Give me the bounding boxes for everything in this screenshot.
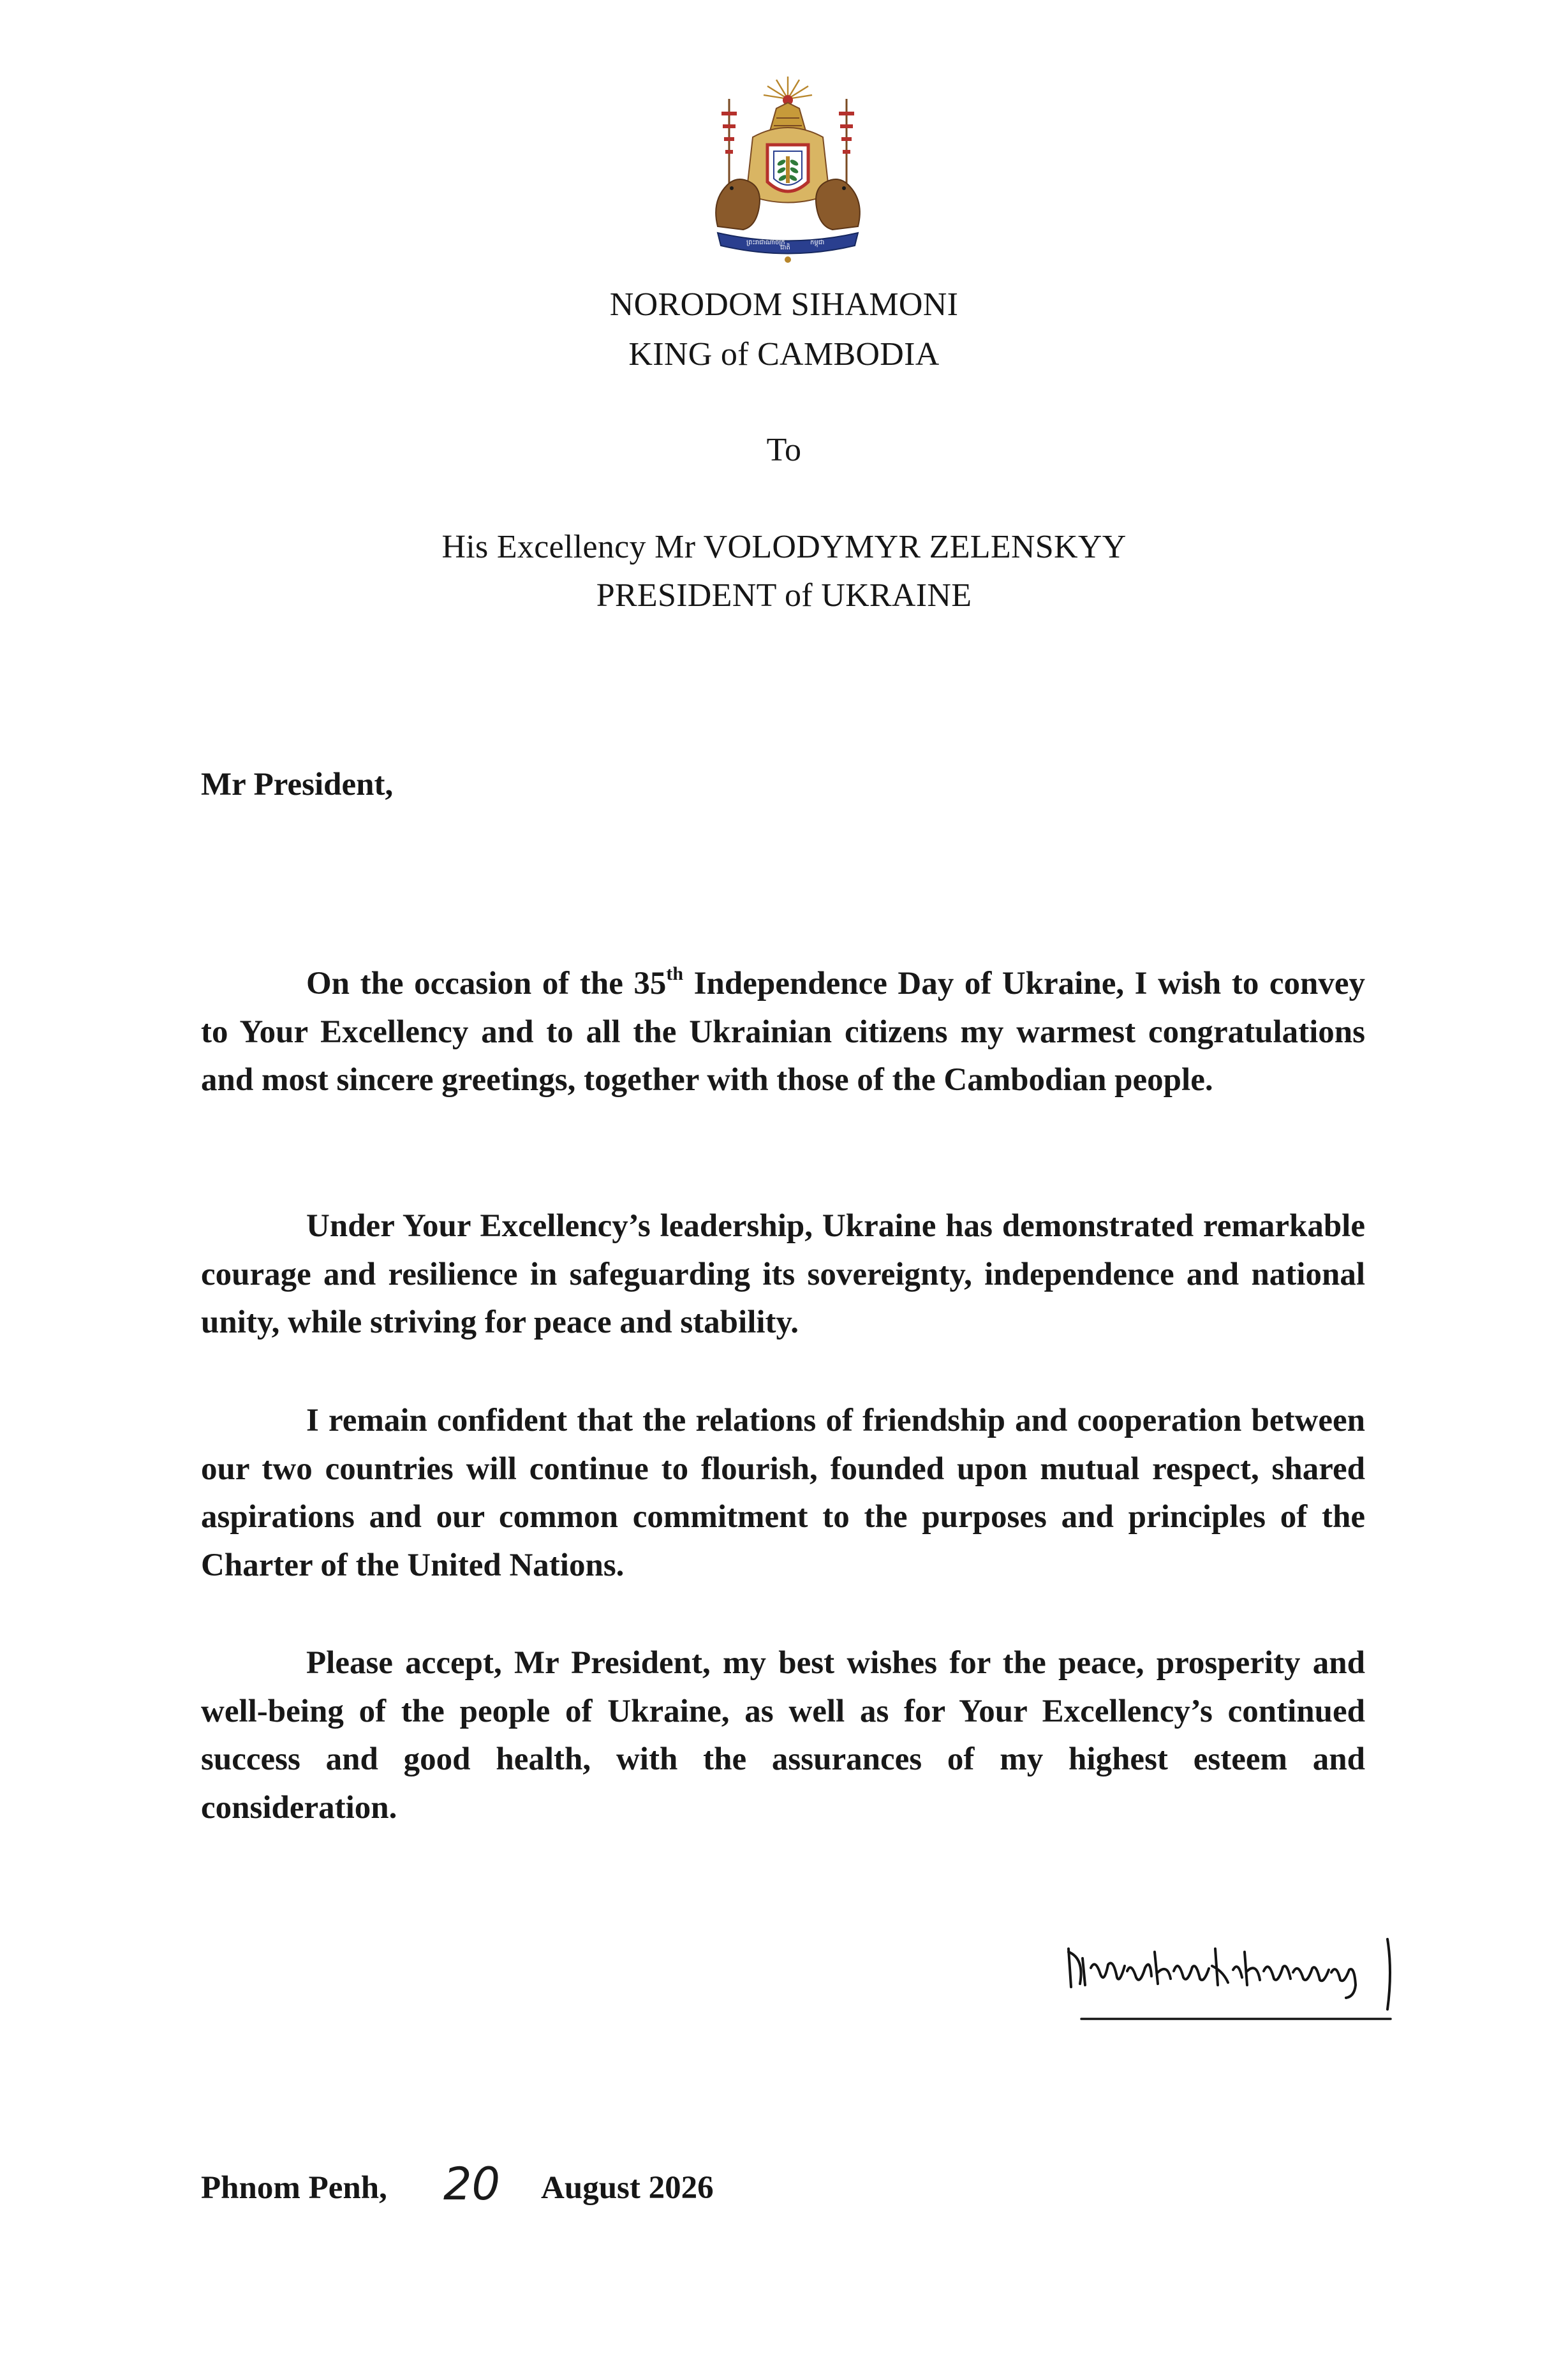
ordinal-suffix: th [666,963,684,984]
paragraph-1 [201,960,1365,1105]
paragraph-1-rest: Independence Day of Ukraine, I wish to convey to Your Excellency and to all the Ukrainian citizens my warmest congratulations and most sincere greetings, together with those of the Cambodian people. [201,966,1366,1098]
paragraph-3: I remain confident that the relations of friendship and cooperation between our two countries will continue to flourish, founded upon mutual respect, shared aspirations and our common commitment to the purposes and principles of the Charter of the United Nations. [201,1403,1365,1583]
royal-crest-icon [692,73,884,265]
crest-banner-center-text: ជាតិ [780,244,790,251]
date-city: Phnom Penh, [201,2170,387,2206]
date-month-year: August 2026 [541,2170,714,2206]
date-day: 20 [443,2158,501,2209]
handwritten-date-day [440,2155,504,2209]
paragraph-1-start: On the occasion of the 35 [306,966,667,1001]
paragraph-2: Under Your Excellency’s leadership, Ukraine has demonstrated remarkable courage and resilience in safeguarding its sovereignty, independence and national unity, while striving for peace and stability. [201,1208,1365,1340]
crest-banner-left-text: ព្រះរាជាណាចក្រ [746,239,785,246]
addressee-name: His Excellency Mr VOLODYMYR ZELENSKYY [441,529,1127,565]
signature-icon [1056,1914,1419,2022]
to-label: To [766,432,802,468]
sender-title: KING of CAMBODIA [628,336,940,373]
crest-banner-right-text: កម្ពុជា [810,239,825,246]
addressee-title: PRESIDENT of UKRAINE [596,577,972,614]
salutation: Mr President, [201,767,394,802]
sender-name: NORODOM SIHAMONI [609,286,959,323]
paragraph-4: Please accept, Mr President, my best wishes for the peace, prosperity and well-being of the people of Ukraine, as well as for Your Excellency’s continued success and good health, with the assurances of my highest esteem and consideration. [201,1645,1365,1826]
